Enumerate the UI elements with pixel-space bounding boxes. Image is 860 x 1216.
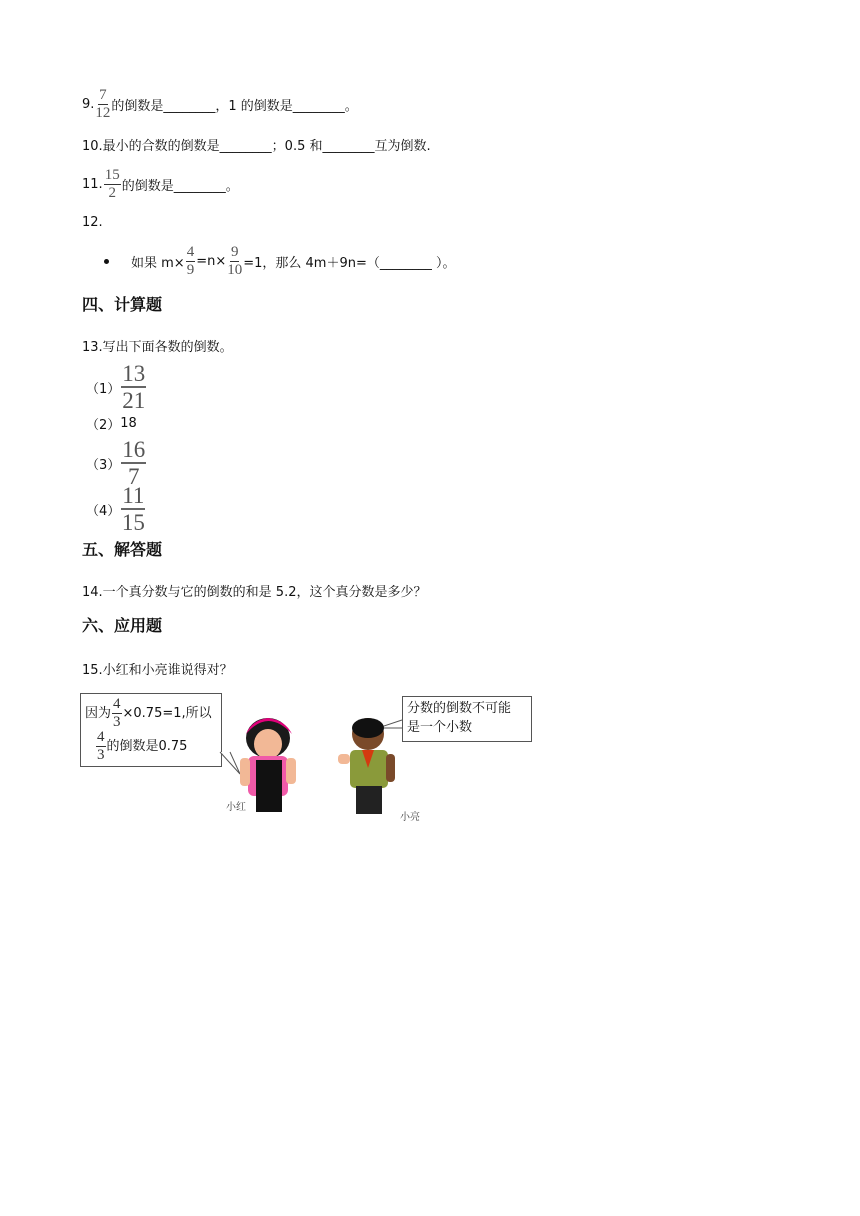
question-15 [82,659,233,678]
question-text: 的倒数是________，1 的倒数是________。 [111,99,358,114]
bubble-text: 的倒数是0.75 [106,738,188,754]
q13-item-2 [86,414,137,433]
question-text: 15.小红和小亮谁说得对？ [82,663,233,678]
fraction-9-10 [227,245,242,278]
section-heading-6: 六、应用题 [82,616,163,635]
bubble-text: 是一个小数 [407,719,473,735]
illustration-drawing [80,690,536,822]
numerator: 16 [122,437,146,462]
denominator: 10 [227,262,243,278]
numerator: 9 [230,244,239,260]
bullet-dot [104,259,109,264]
bubble-text: 分数的倒数不可能 [407,701,512,716]
question-text: 13.写出下面各数的倒数。 [82,340,233,355]
item-label: （1） [86,381,121,397]
question-10 [82,135,431,154]
item-label: （3） [86,457,121,473]
numerator: 13 [122,361,146,386]
denominator: 7 [128,464,140,489]
question-text: 10.最小的合数的倒数是________；0.5 和________互为倒数. [82,139,431,154]
fraction-4-9 [186,245,196,278]
bubble-text: ×0.75=1,所以 [122,705,212,721]
text-part: =n× [196,254,227,269]
question-text: 14.一个真分数与它的倒数的和是 5.2，这个真分数是多少？ [82,585,427,600]
numerator: 11 [122,483,145,508]
girl-figure [240,718,296,812]
boy-figure [338,718,395,814]
bubble-tail-left [220,752,240,774]
bubble-text: 因为 [85,705,112,721]
dialogue-illustration [80,690,536,822]
question-number: 9. [82,97,95,112]
item-label: （2） [86,418,121,433]
question-number: 11. [82,177,103,192]
question-number: 12. [82,215,103,230]
q13-item-3 [86,438,147,488]
question-text: 的倒数是________。 [121,179,239,194]
denominator: 3 [97,747,105,763]
question-11 [82,168,239,201]
text-part: =1，那么 4m＋9n=（________ ）。 [243,256,456,271]
fraction-13-21 [121,362,146,412]
numerator: 4 [186,244,195,260]
name-label-xiaohong: 小红 [226,802,246,813]
text-part: 如果 m× [131,256,185,271]
question-12 [82,215,103,230]
denominator: 2 [108,185,116,201]
denominator: 21 [122,388,146,413]
fraction-15-2 [104,168,121,201]
section-heading-5: 五、解答题 [82,540,163,559]
question-13 [82,336,233,355]
q13-item-4 [86,484,146,534]
numerator: 7 [99,87,107,103]
denominator: 12 [95,105,111,121]
name-label-xiaoliang: 小亮 [400,812,420,823]
fraction-11-15 [121,484,145,534]
numerator: 4 [97,729,105,745]
q13-item-1 [86,362,147,412]
numerator: 15 [104,167,120,183]
section-heading-4: 四、计算题 [82,295,163,314]
fraction-16-7 [121,438,146,488]
item-value: 18 [120,416,137,431]
fraction-7-12 [95,88,110,121]
numerator: 4 [113,696,121,712]
question-9 [82,88,358,121]
item-label: （4） [86,503,121,519]
question-14 [82,581,426,600]
denominator: 9 [186,262,195,278]
question-12-bullet [104,245,456,278]
denominator: 15 [121,510,145,535]
denominator: 3 [113,714,121,730]
